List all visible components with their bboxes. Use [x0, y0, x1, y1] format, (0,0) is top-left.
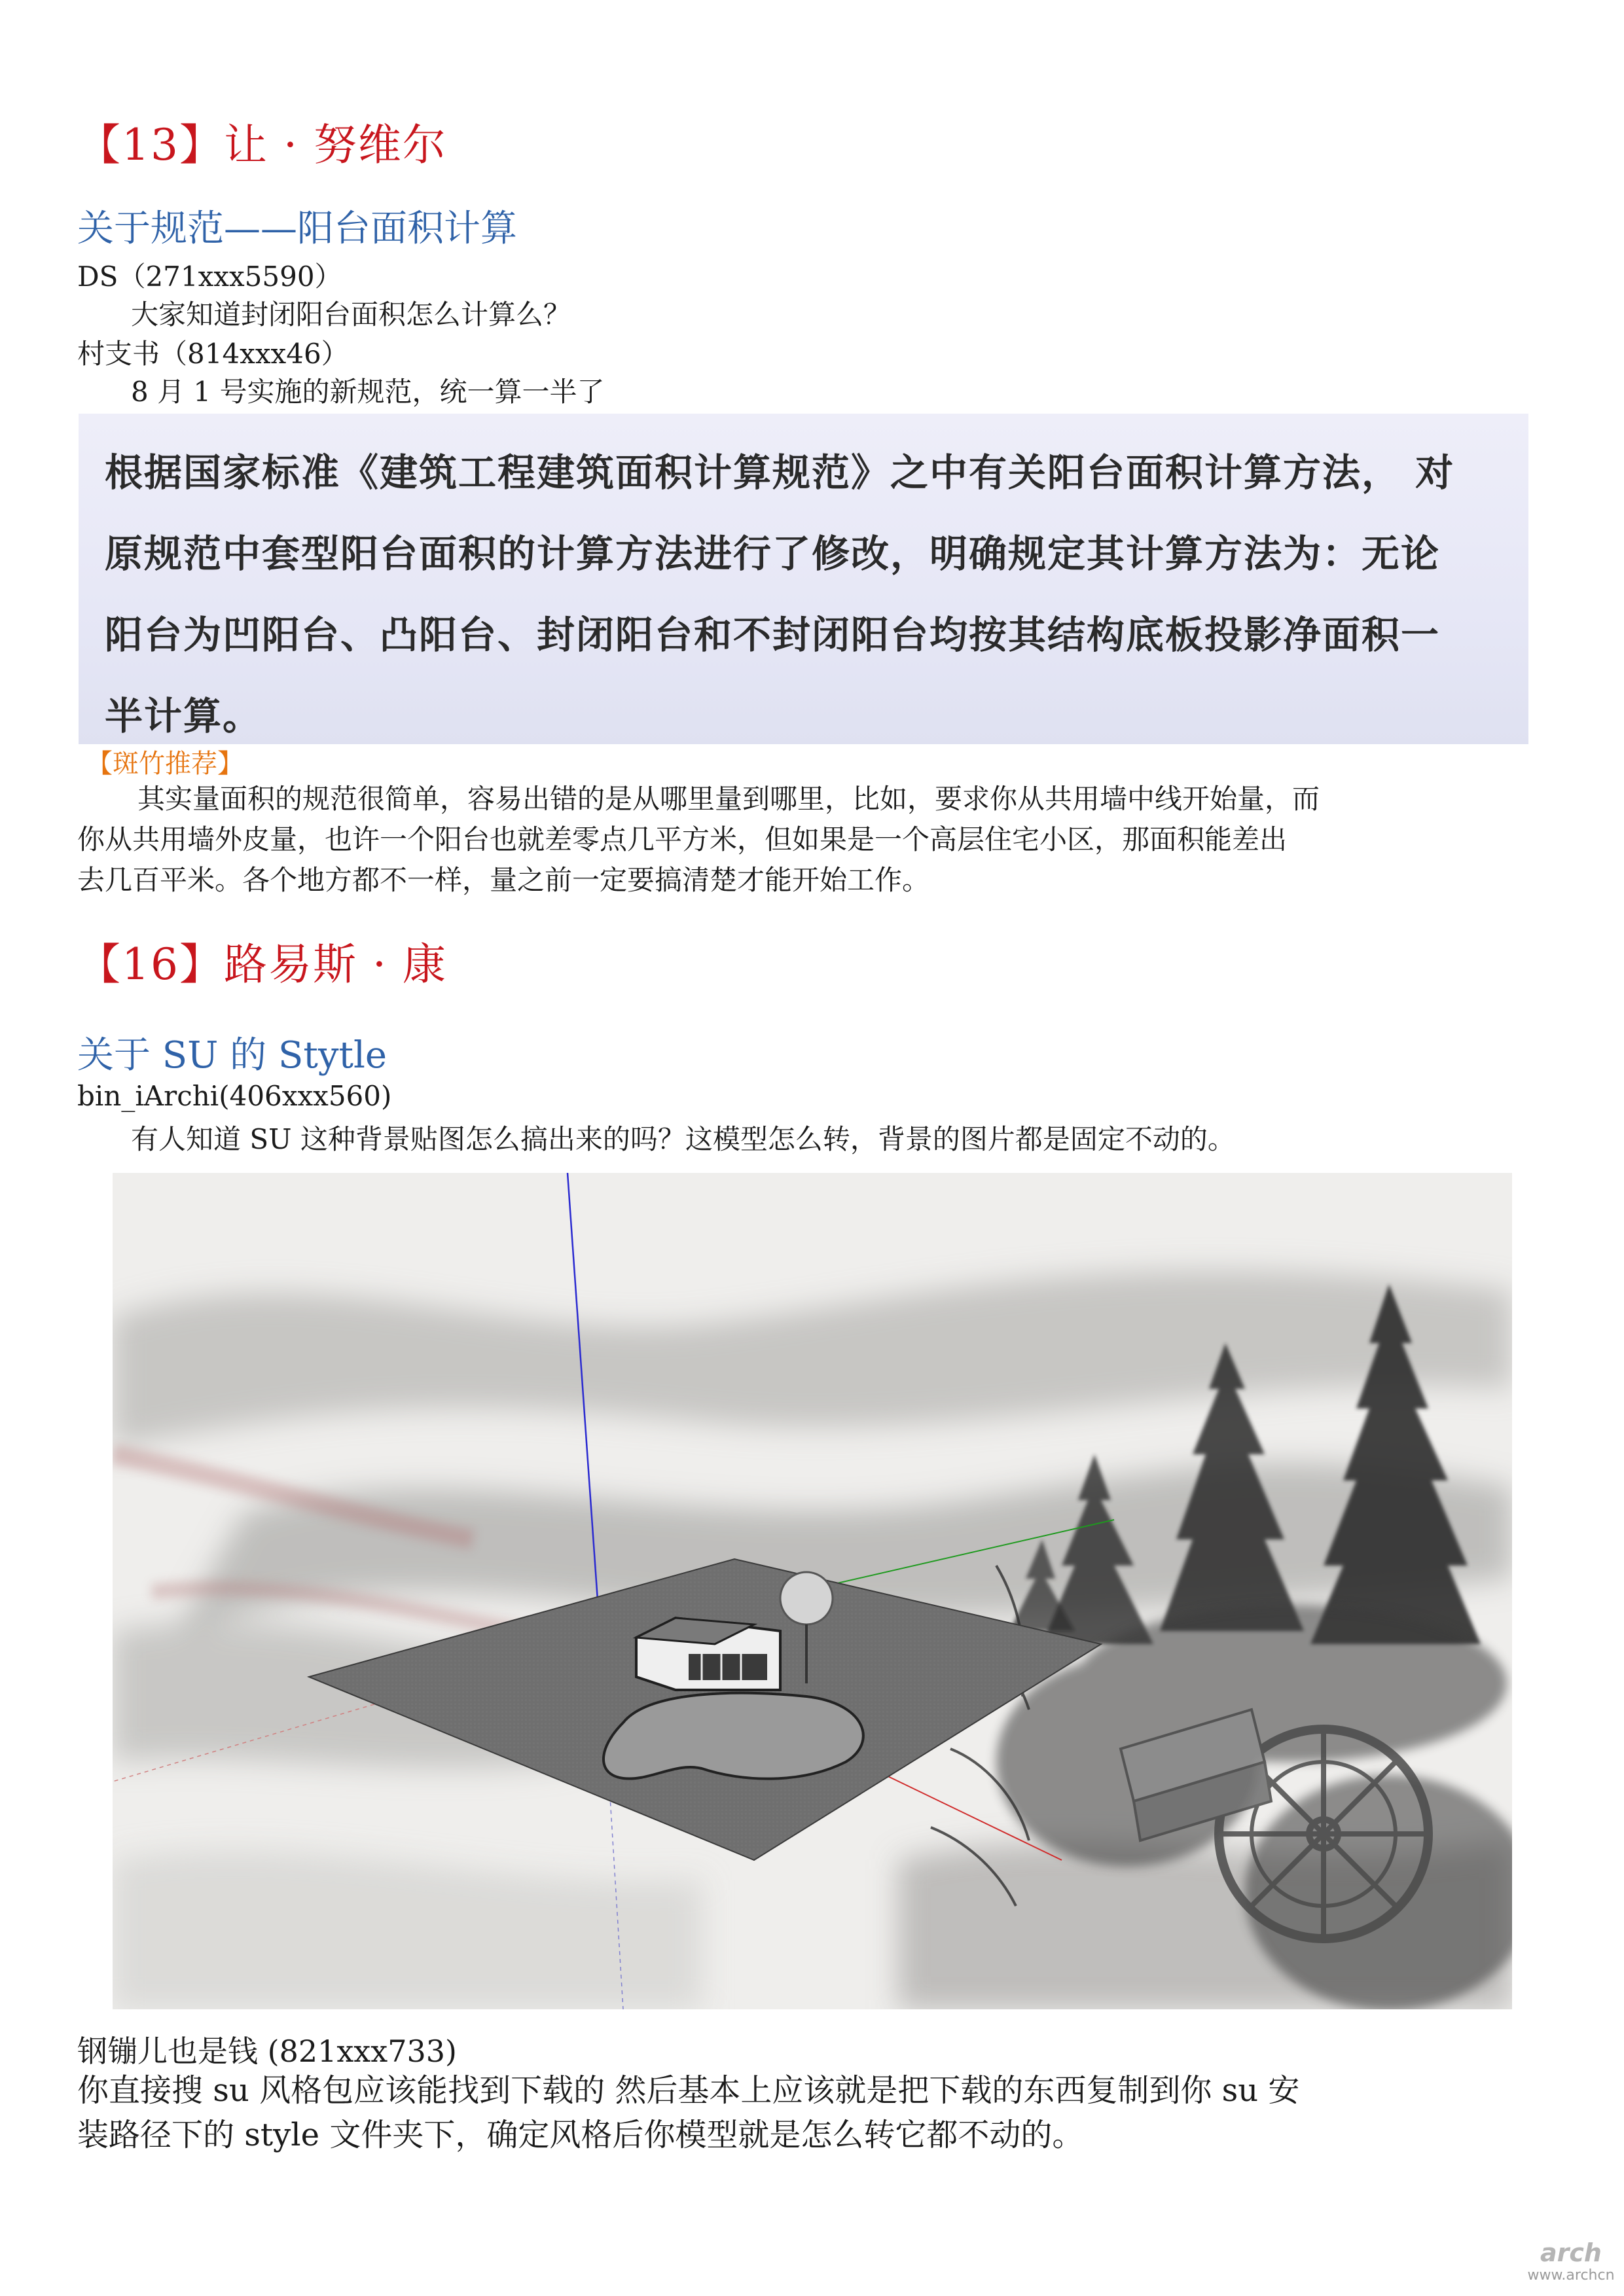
message-text: 8 月 1 号实施的新规范，统一算一半了 [131, 376, 605, 408]
scan-line: 根据国家标准《建筑工程建筑面积计算规范》之中有关阳台面积计算方法， 对 [105, 450, 1455, 495]
watermark-logo: arch [1540, 2238, 1602, 2267]
paragraph-line: 其实量面积的规范很简单，容易出错的是从哪里量到哪里，比如，要求你从共用墙中线开始量，而 [137, 783, 1320, 815]
scan-line: 半计算。 [105, 694, 262, 738]
recommend-paragraph [77, 779, 1543, 901]
scan-line: 原规范中套型阳台面积的计算方法进行了修改，明确规定其计算方法为：无论 [105, 531, 1441, 576]
paragraph-line: 你从共用墙外皮量，也许一个阳台也就差零点几平方米，但如果是一个高层住宅小区，那面积能差出 [77, 823, 1288, 855]
recommend-tag: 【斑竹推荐】 [86, 749, 244, 779]
section-title-balcony: 关于规范——阳台面积计算 [77, 207, 517, 250]
sketchup-screenshot [113, 1173, 1512, 2009]
watermark-text: www.archcn [1527, 2267, 1615, 2284]
ink-wash-scene [113, 1173, 1512, 2009]
scan-line: 阳台为凹阳台、凸阳台、封闭阳台和不封闭阳台均按其结构底板投影净面积一 [105, 613, 1441, 657]
paragraph-line: 你直接搜 su 风格包应该能找到下载的 然后基本上应该就是把下载的东西复制到你 su 安 [77, 2072, 1300, 2109]
site-watermark [1525, 2238, 1617, 2284]
reply-paragraph [77, 2068, 1557, 2157]
message-text: 大家知道封闭阳台面积怎么计算么？ [131, 298, 571, 331]
scanned-regulation-image [79, 414, 1528, 744]
paragraph-line: 装路径下的 style 文件夹下，确定风格后你模型就是怎么转它都不动的。 [77, 2117, 1084, 2153]
message-author: DS（271xxx5590） [77, 260, 342, 293]
message-text: 有人知道 SU 这种背景贴图怎么搞出来的吗？这模型怎么转，背景的图片都是固定不动的。 [131, 1123, 1235, 1155]
message-author: bin_iArchi(406xxx560) [77, 1080, 392, 1112]
paragraph-line: 去几百平米。各个地方都不一样，量之前一定要搞清楚才能开始工作。 [77, 864, 930, 896]
section-heading-16: 【16】路易斯 · 康 [77, 939, 447, 990]
message-author: 村支书（814xxx46） [77, 338, 349, 370]
section-title-su-style: 关于 SU 的 Stytle [77, 1034, 388, 1077]
reply-author: 钢镚儿也是钱 (821xxx733) [77, 2034, 457, 2069]
section-heading-13: 【13】让 · 努维尔 [77, 120, 447, 170]
